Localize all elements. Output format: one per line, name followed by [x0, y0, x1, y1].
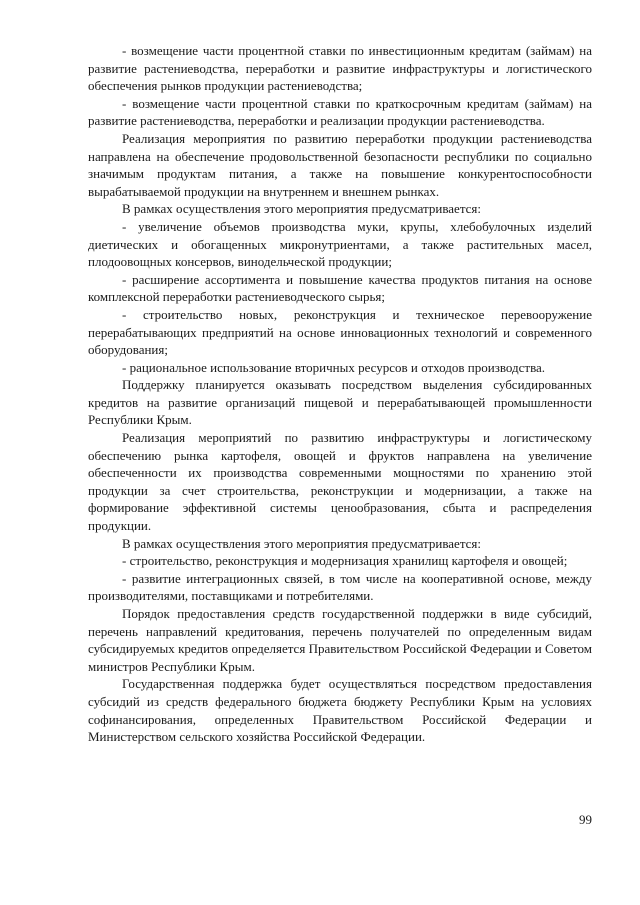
bullet-storage-construction: - строительство, реконструкция и модернизация хранилищ картофеля и овощей;	[122, 553, 568, 569]
document-body	[88, 42, 592, 746]
paragraph-measure-intro-2: В рамках осуществления этого мероприятия предусматривается:	[122, 535, 482, 551]
paragraph-subsidized-credits: Поддержку планируется оказывать посредством выделения субсидированных кредитов на развитие организаций пищевой и перерабатывающей промышленности Республики Крым.	[88, 377, 592, 428]
bullet-assortment-expansion: - расширение ассортимента и повышение качества продуктов питания на основе комплексной переработки растениеводческого сырья;	[88, 271, 592, 305]
bullet-investment-credit-compensation: - возмещение части процентной ставки по инвестиционным кредитам (займам) на развитие растениеводства, переработки и развитие инфраструктуры и логистического обеспечения рынков продукции растениеводства;	[88, 43, 592, 94]
bullet-short-term-credit-compensation: - возмещение части процентной ставки по краткосрочным кредитам (займам) на развитие растениеводства, переработки и реализации продукции растениеводства.	[88, 95, 592, 129]
paragraph-infrastructure-logistics: Реализация мероприятий по развитию инфраструктуры и логистическому обеспечению рынка картофеля, овощей и фруктов направлена на увеличение обеспеченности их производства современными мощностями по хранению этой продукции за счет строительства, реконструкции и модернизации, а также на формирование эффективной системы ценообразования, сбыта и распределения продукции.	[88, 430, 592, 534]
bullet-production-increase: - увеличение объемов производства муки, крупы, хлебобулочных изделий диетических и обогащенных микронутриентами, а также растительных масел, плодоовощных консервов, винодельческой продукции;	[88, 218, 592, 270]
paragraph-support-procedure: Порядок предоставления средств государственной поддержки в виде субсидий, перечень направлений кредитования, перечень получателей по определенным видам субсидируемых кредитов определяется Правительством Российской Федерации и Советом министров Республики Крым.	[88, 606, 592, 674]
bullet-integration-links: - развитие интеграционных связей, в том числе на кооперативной основе, между производителями, поставщиками и потребителями.	[88, 570, 592, 604]
page-number: 99	[579, 812, 592, 827]
bullet-secondary-resources: - рациональное использование вторичных ресурсов и отходов производства.	[122, 359, 546, 375]
paragraph-processing-development: Реализация мероприятия по развитию переработки продукции растениеводства направлена на обеспечение продовольственной безопасности республики по социально значимым продуктам питания, а также на повышение конкурентоспособности вырабатываемой продукции на внутреннем и внешнем рынках.	[88, 130, 592, 199]
paragraph-measure-intro-1: В рамках осуществления этого мероприятия предусматривается:	[122, 201, 482, 217]
paragraph-state-support: Государственная поддержка будет осуществляться посредством предоставления субсидий из средств федерального бюджета бюджету Республики Крым на условиях софинансирования, определенных Правительством Российской Федерации и Министерством сельского хозяйства Российской Федерации.	[88, 676, 592, 745]
bullet-construction-reequipment: - строительство новых, реконструкция и техническое перевооружение перерабатывающих предприятий на основе инновационных технологий и современного оборудования;	[88, 306, 592, 358]
